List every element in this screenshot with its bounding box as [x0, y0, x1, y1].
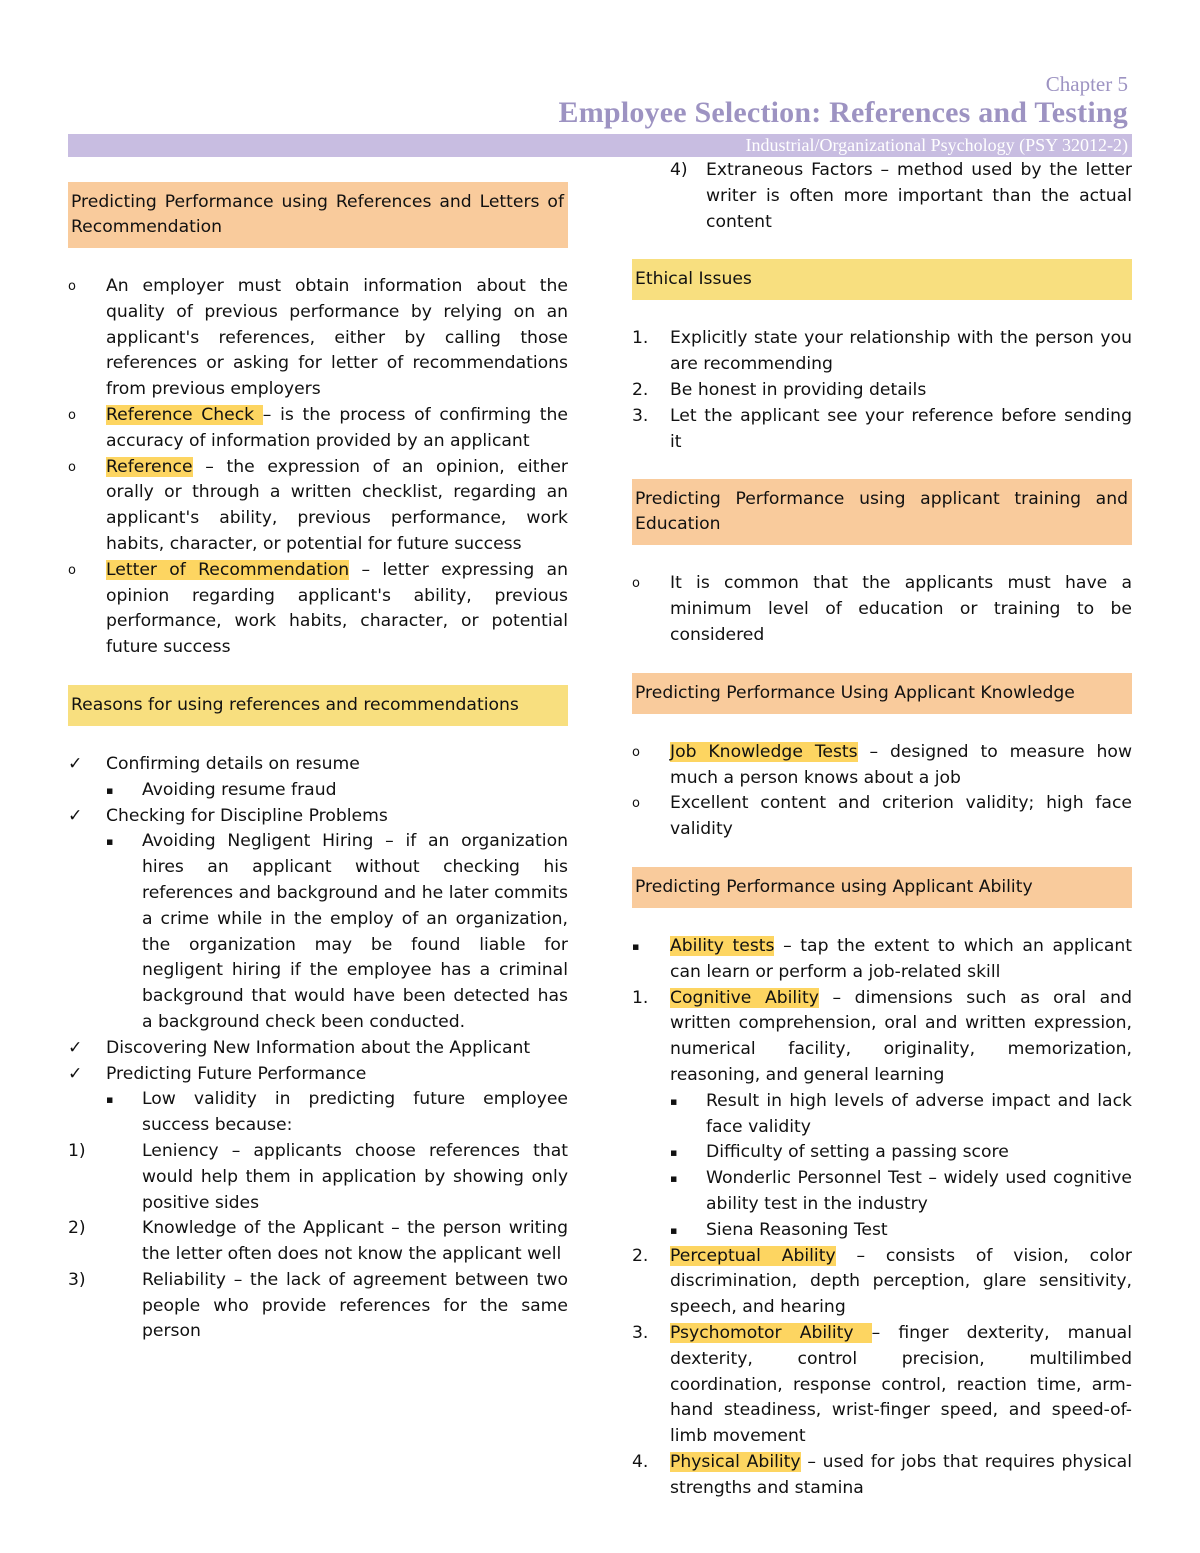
list-item: o An employer must obtain information about the quality of previous performance by relying on an applicant's references, either by calling those references or asking for letter of recommendations from previous employers — [68, 276, 568, 400]
list-item: ✓ Confirming details on resume — [68, 752, 568, 778]
list-item: ▪ Difficulty of setting a passing score — [670, 1142, 1009, 1163]
list-item: o Reference – the expression of an opinion, either orally or through a written checklist, regarding an applicant's ability, previous performance, work habits, character, or potential for future success — [68, 456, 568, 554]
highlighted-term: Reference — [106, 456, 193, 477]
list-item: ✓ Checking for Discipline Problems — [68, 804, 568, 830]
list-item: 2. Perceptual Ability – consists of vision, color discrimination, depth perception, glare sensitivity, speech, and hearing — [632, 1245, 1132, 1318]
list-item: o Letter of Recommendation – letter expressing an opinion regarding applicant's ability, previous performance, work habits, character, or potential future success — [68, 559, 568, 658]
section-header-ethics: Ethical Issues — [632, 259, 1132, 300]
document-title: Employee Selection: References and Testing — [558, 96, 1128, 129]
highlighted-term: Letter of Recommendation — [106, 559, 350, 580]
section-header-ability: Predicting Performance using Applicant Ability — [632, 867, 1132, 908]
section-header-reasons: Reasons for using references and recommendations — [68, 685, 568, 726]
chapter-label: Chapter 5 — [1045, 72, 1128, 96]
check-icon: ✓ — [68, 1037, 83, 1058]
highlighted-term: Physical Ability — [670, 1451, 801, 1472]
highlighted-term: Job Knowledge Tests — [670, 741, 858, 762]
list-item: ▪ Siena Reasoning Test — [670, 1219, 888, 1240]
highlighted-term: Psychomotor Ability — [670, 1322, 872, 1343]
highlighted-term: Ability tests — [670, 935, 775, 956]
list-item: ▪ Wonderlic Personnel Test – widely used cognitive ability test in the industry — [670, 1168, 1132, 1214]
list-item: o It is common that the applicants must have a minimum level of education or training to be considered — [632, 573, 1132, 645]
highlighted-term: Cognitive Ability — [670, 987, 819, 1008]
list-item: 1) Leniency – applicants choose references that would help them in application by showing only positive sides — [68, 1140, 568, 1213]
list-item: ✓ Discovering New Information about the Applicant — [68, 1036, 568, 1062]
list-item: 4. Physical Ability – used for jobs that requires physical strengths and stamina — [632, 1451, 1132, 1498]
right-column — [632, 158, 1132, 1501]
section-header-training: Predicting Performance using applicant training and Education — [632, 479, 1132, 545]
section-header-references: Predicting Performance using References and Letters of Recommendation — [68, 182, 568, 248]
section-header-knowledge: Predicting Performance Using Applicant Knowledge — [632, 673, 1132, 714]
course-subtitle: Industrial/Organizational Psychology (PSY 32012-2) — [745, 135, 1128, 155]
list-item: ▪ Result in high levels of adverse impact and lack face validity — [670, 1090, 1132, 1137]
list-item: ▪ Ability tests – tap the extent to which an applicant can learn or perform a job-related skill — [632, 935, 1132, 982]
list-item: 1. Explicitly state your relationship with the person you are recommending — [632, 328, 1132, 375]
list-item: ▪ Low validity in predicting future employee success because: — [106, 1089, 568, 1136]
list-item: 3. Psychomotor Ability – finger dexterity, manual dexterity, control precision, multilimbed coordination, response control, reaction time, arm-hand steadiness, wrist-finger speed, and speed-of-limb movement — [632, 1322, 1132, 1447]
check-icon: ✓ — [68, 1063, 83, 1084]
check-icon: ✓ — [68, 753, 83, 774]
highlighted-term: Reference Check — [106, 404, 263, 425]
list-item: 3. Let the applicant see your reference before sending it — [632, 405, 1132, 452]
list-item: ▪ Avoiding Negligent Hiring – if an organization hires an applicant without checking his references and background and he later commits a crime while in the employ of an organization, the organization may be found liable for negligent hiring if the employee has a criminal background that would have been detected has a background check been conducted. — [106, 831, 568, 1032]
list-item: ✓ Predicting Future Performance — [68, 1062, 568, 1088]
list-item: o Excellent content and criterion validity; high face validity — [632, 793, 1132, 840]
list-item: 4) Extraneous Factors – method used by the letter writer is often more important than the actual content — [670, 160, 1132, 232]
check-icon: ✓ — [68, 805, 83, 826]
list-item: o Reference Check – is the process of confirming the accuracy of information provided by an applicant — [68, 404, 568, 451]
list-item: ▪ Avoiding resume fraud — [106, 779, 337, 800]
list-item: 1. Cognitive Ability – dimensions such as oral and written comprehension, oral and written expression, numerical facility, originality, memorization, reasoning, and general learning — [632, 987, 1132, 1085]
list-item: 2) Knowledge of the Applicant – the person writing the letter often does not know the applicant well — [68, 1218, 568, 1265]
list-item: 3) Reliability – the lack of agreement between two people who provide references for the same person — [68, 1269, 568, 1342]
highlighted-term: Perceptual Ability — [670, 1245, 836, 1266]
left-column — [68, 158, 568, 1345]
list-item: o Job Knowledge Tests – designed to measure how much a person knows about a job — [632, 741, 1133, 788]
list-item: 2. Be honest in providing details — [632, 379, 927, 400]
